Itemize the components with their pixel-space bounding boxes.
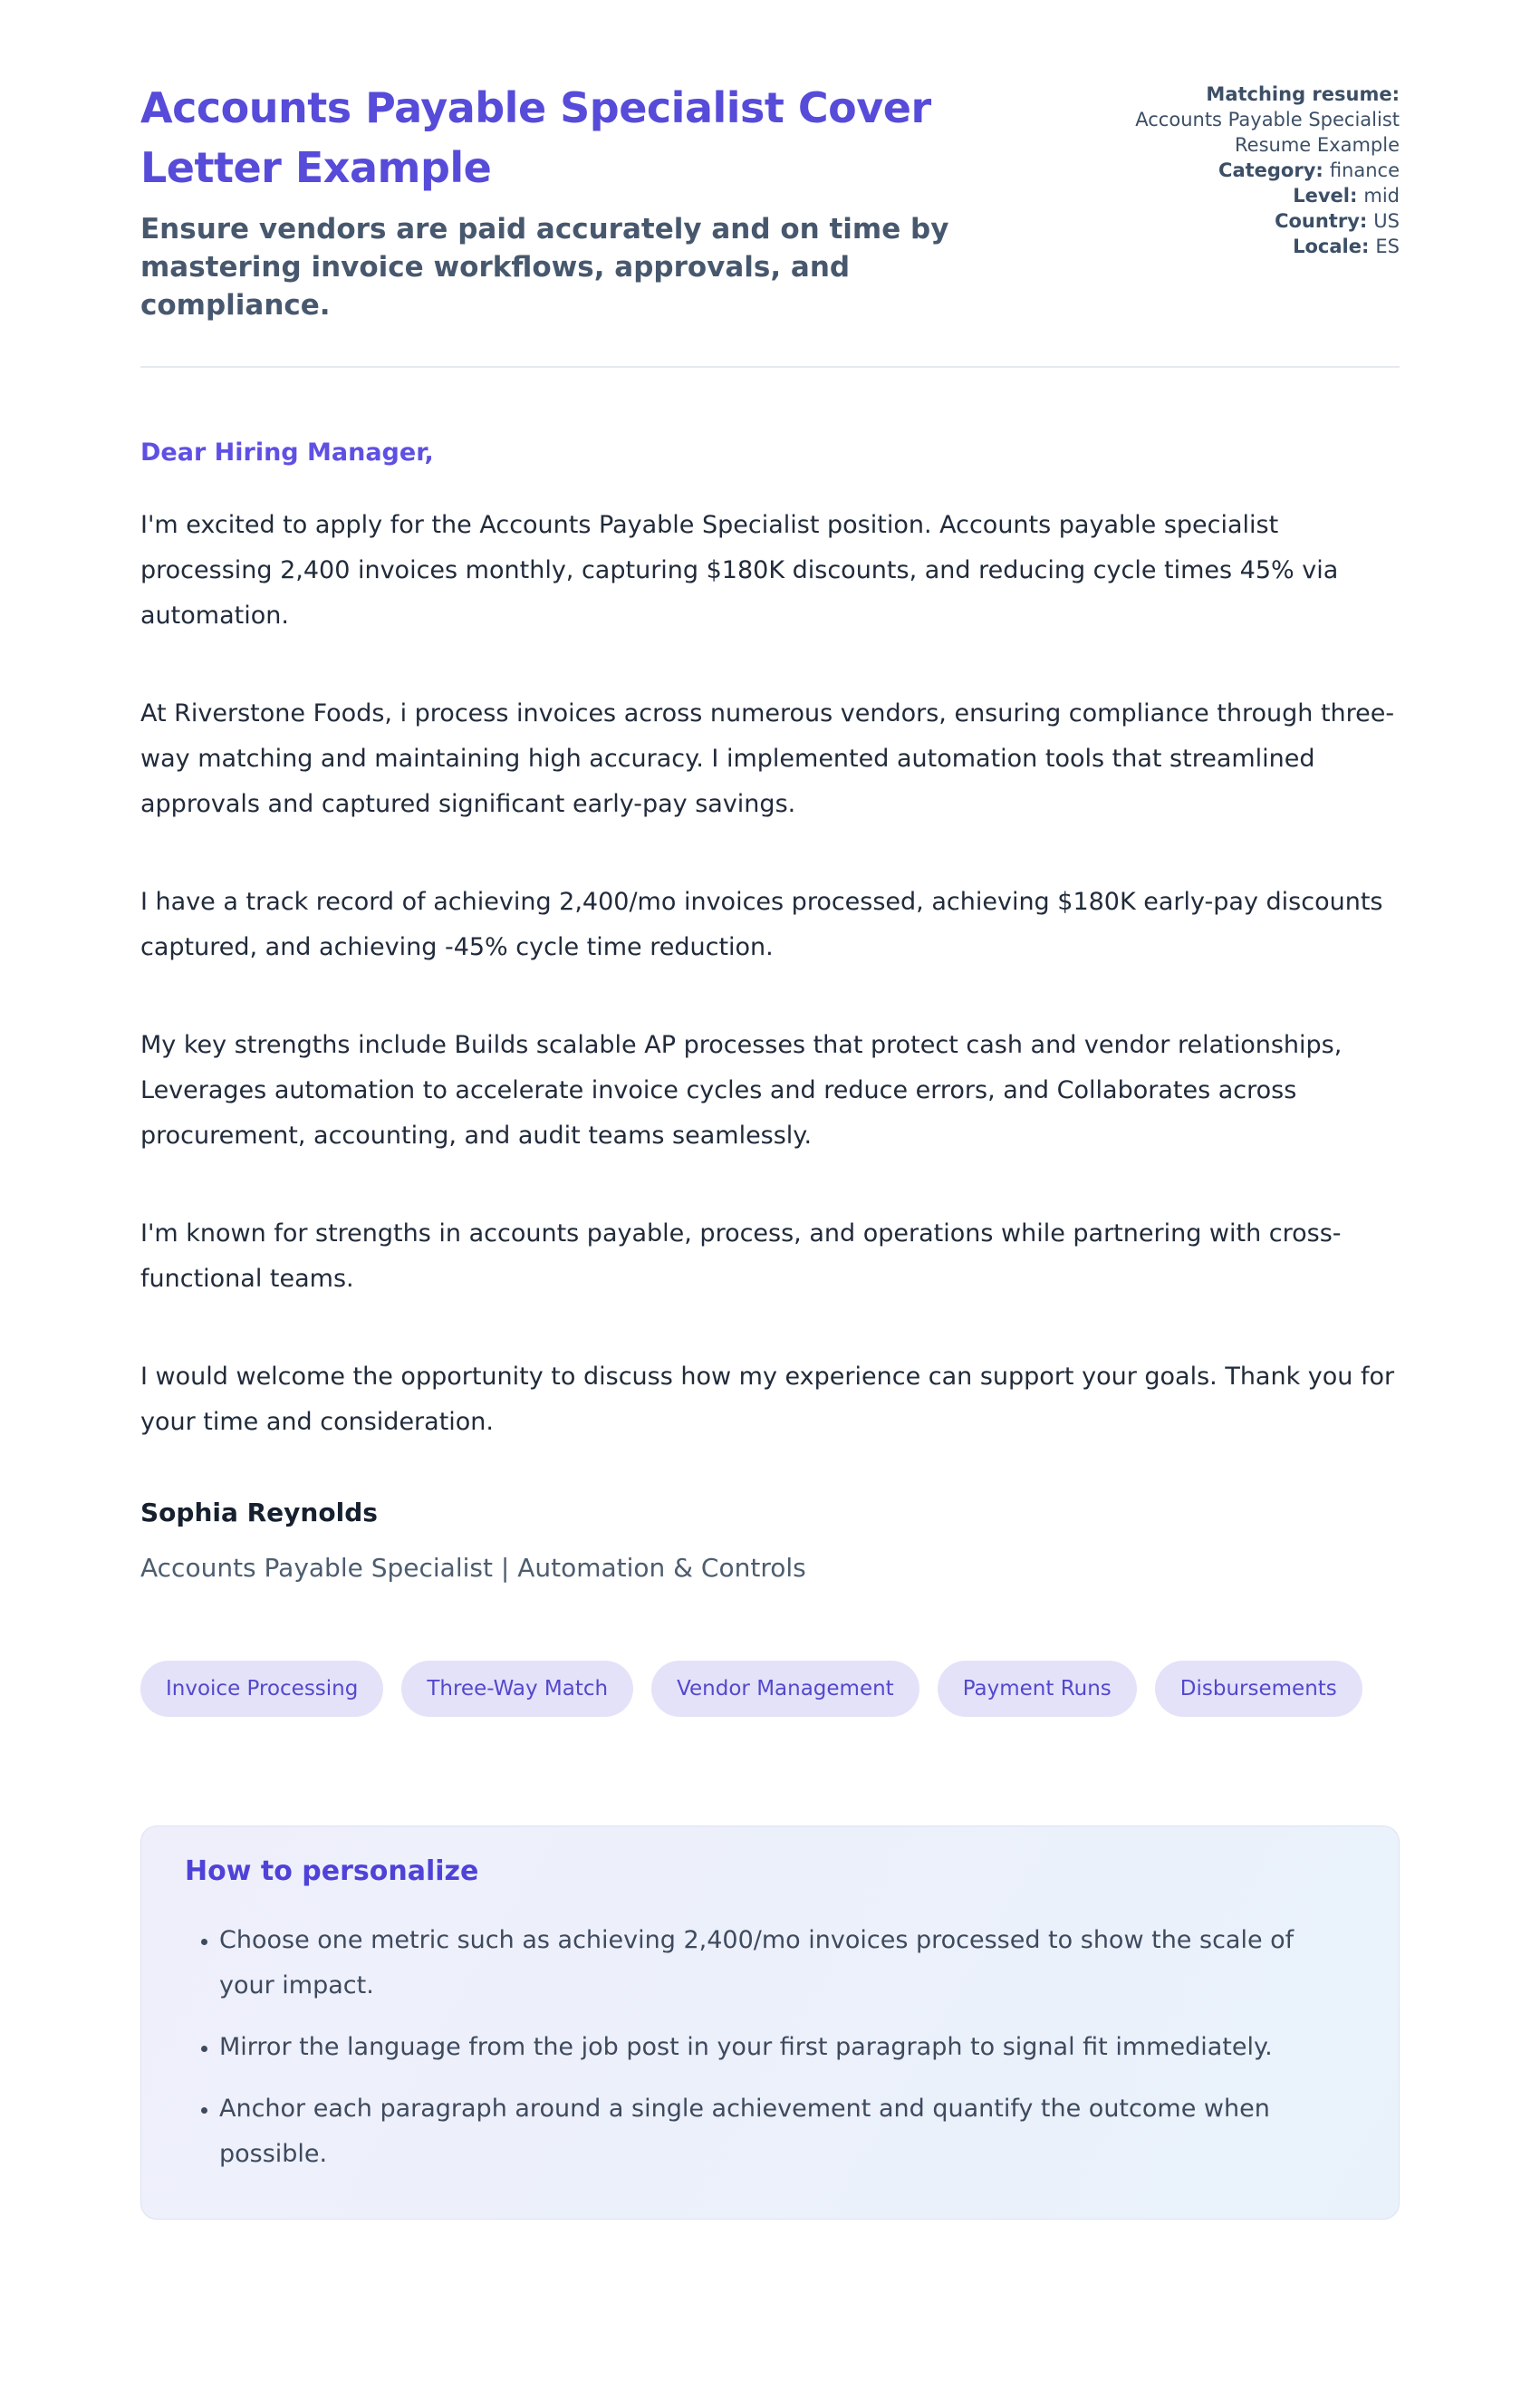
level-label: Level: [1293, 185, 1358, 207]
personalize-bullet: • Choose one metric such as achieving 2,400/mo invoices processed to show the scale of your impact. [219, 1918, 1315, 2009]
letter-paragraph: I'm known for strengths in accounts payable, process, and operations while partnering with cross-functional teams. [140, 1219, 1342, 1293]
signature-role: Accounts Payable Specialist | Automation & Controls [140, 1553, 806, 1583]
skill-tag: Payment Runs [938, 1661, 1137, 1717]
locale-label: Locale: [1293, 236, 1370, 257]
meta-country-row [1087, 208, 1400, 234]
matching-resume-label: Matching resume: [1206, 83, 1400, 105]
letter-greeting: Dear Hiring Manager, [140, 438, 434, 467]
personalize-bullet-list [185, 1918, 1355, 2177]
page-subtitle: Ensure vendors are paid accurately and on time by mastering invoice workflows, approvals, and compliance. [140, 213, 949, 322]
personalize-bullet: • Mirror the language from the job post in your first paragraph to signal fit immediately. [219, 2025, 1315, 2070]
letter-paragraph: I have a track record of achieving 2,400/mo invoices processed, achieving $180K early-pay discounts captured, and achieving -45% cycle time reduction. [140, 888, 1383, 961]
category-value: finance [1329, 159, 1400, 181]
signature-name: Sophia Reynolds [140, 1498, 378, 1527]
level-value: mid [1363, 185, 1400, 207]
country-label: Country: [1275, 210, 1368, 232]
personalize-bullet: • Anchor each paragraph around a single achievement and quantify the outcome when possible. [219, 2086, 1315, 2177]
skill-tag: Three-Way Match [401, 1661, 633, 1717]
letter-paragraphs [140, 503, 1400, 1445]
skill-tag-list [140, 1661, 1400, 1717]
page-root [140, 0, 1400, 2310]
meta-level-row [1087, 183, 1400, 208]
cover-letter-body [140, 438, 1400, 1583]
letter-paragraph: I'm excited to apply for the Accounts Payable Specialist position. Accounts payable specialist processing 2,400 invoices monthly, capturing $180K discounts, and reducing cycle times 45% via automation. [140, 511, 1339, 630]
skill-tag: Disbursements [1155, 1661, 1362, 1717]
letter-paragraph: I would welcome the opportunity to discuss how my experience can support your goals. Thank you for your time and consideration. [140, 1363, 1395, 1436]
meta-category-row [1087, 158, 1400, 183]
personalize-box [140, 1826, 1400, 2220]
skill-tag: Invoice Processing [140, 1661, 383, 1717]
letter-paragraph: My key strengths include Builds scalable AP processes that protect cash and vendor relationships, Leverages automation to accelerate invoice cycles and reduce errors, and Collaborates across procurement, accounting, and audit teams seamlessly. [140, 1031, 1343, 1150]
resume-meta [1087, 78, 1400, 324]
letter-paragraph: At Riverstone Foods, i process invoices across numerous vendors, ensuring compliance through three-way matching and maintaining high accuracy. I implemented automation tools that streamlined approvals and captured significant early-pay savings. [140, 699, 1395, 818]
locale-value: ES [1375, 236, 1400, 257]
category-label: Category: [1218, 159, 1323, 181]
header-divider [140, 366, 1400, 368]
header [140, 78, 1400, 324]
matching-resume-value: Accounts Payable Specialist Resume Example [1135, 109, 1400, 156]
skill-tag: Vendor Management [651, 1661, 919, 1717]
page-title: Accounts Payable Specialist Cover Letter Example [140, 83, 931, 192]
meta-locale-row [1087, 234, 1400, 259]
country-value: US [1373, 210, 1400, 232]
header-titles [140, 78, 965, 324]
personalize-title: How to personalize [185, 1855, 479, 1887]
